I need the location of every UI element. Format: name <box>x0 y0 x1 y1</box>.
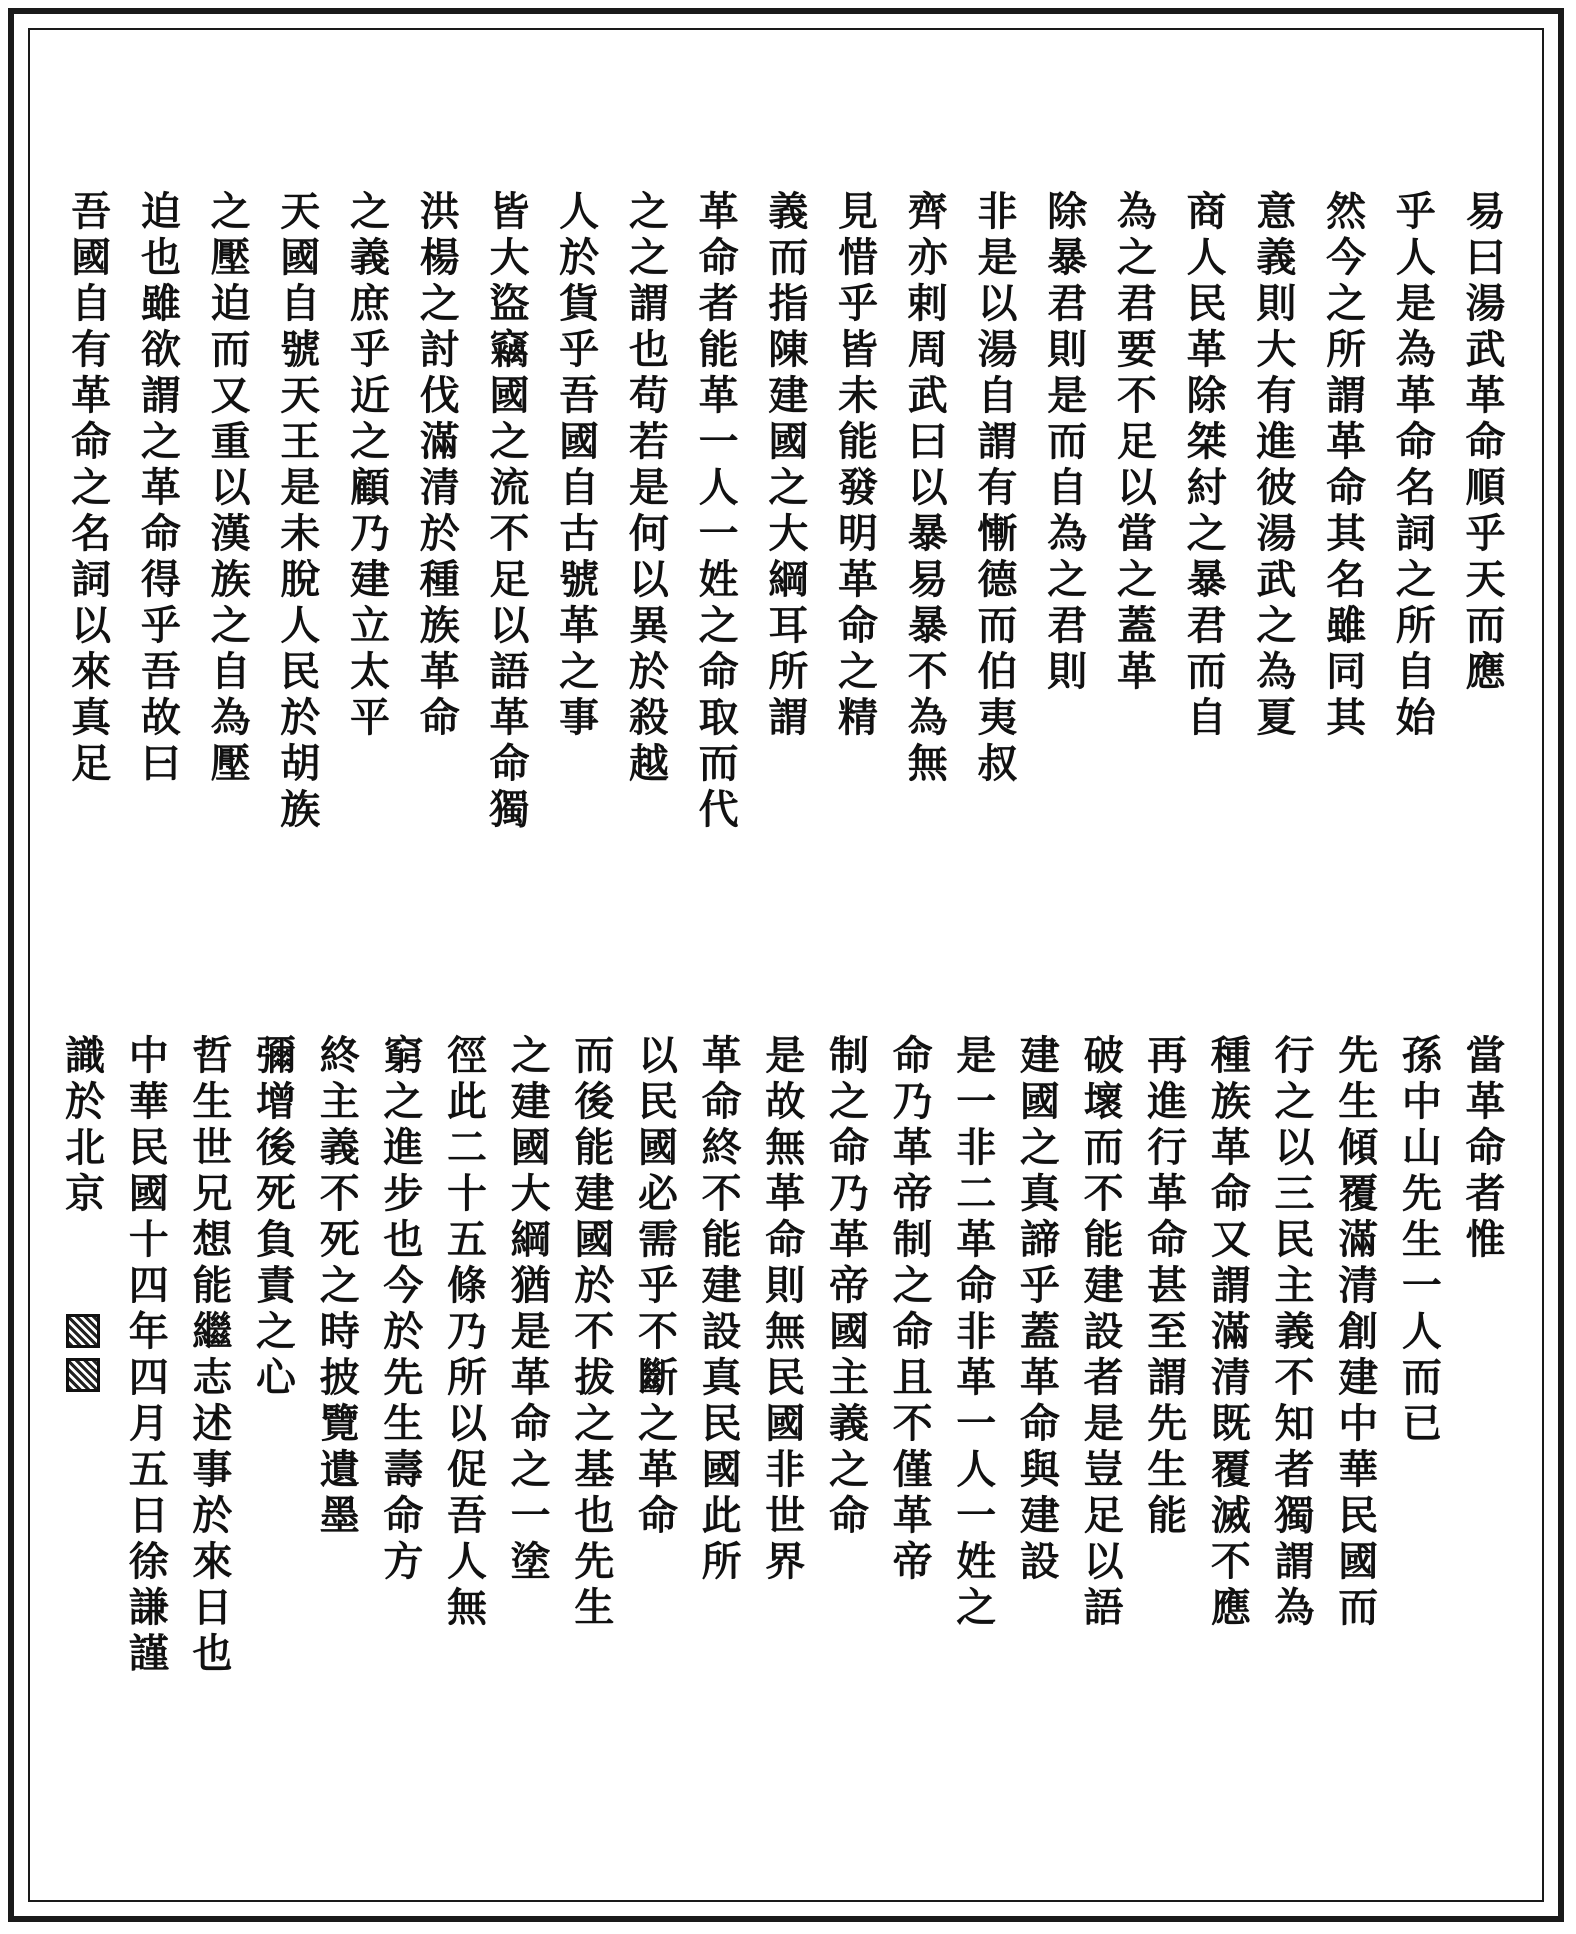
text-column: 迫也雖欲謂之革命得乎吾故曰 <box>134 190 182 788</box>
text-column: 見惜乎皆未能發明革命之精 <box>831 190 879 742</box>
text-column: 乎人是為革命名詞之所自始 <box>1389 190 1437 742</box>
text-column: 種族革命又謂滿清既覆滅不應 <box>1204 1034 1252 1632</box>
text-column: 天國自號天王是未脫人民於胡族 <box>273 190 321 834</box>
text-column: 再進行革命甚至謂先生能 <box>1140 1034 1188 1540</box>
text-column: 破壞而不能建設者是豈足以語 <box>1077 1034 1125 1632</box>
text-column: 革命終不能建設真民國此所 <box>695 1034 743 1586</box>
text-column: 中華民國十四年四月五日徐謙謹 <box>122 1034 170 1678</box>
text-column: 人於貨乎吾國自古號革之事 <box>552 190 600 742</box>
seal-stamp-icon <box>66 1358 100 1392</box>
text-column: 制之命乃革帝國主義之命 <box>822 1034 870 1540</box>
text-column: 行之以三民主義不知者獨謂為 <box>1268 1034 1316 1632</box>
text-column: 哲生世兄想能繼志述事於來日也 <box>185 1034 233 1678</box>
text-column: 孫中山先生一人而已 <box>1395 1034 1443 1448</box>
text-column: 非是以湯自謂有慚德而伯夷叔 <box>970 190 1018 788</box>
text-column: 而後能建國於不拔之基也先生 <box>567 1034 615 1632</box>
text-column: 為之君要不足以當之蓋革 <box>1110 190 1158 696</box>
text-column: 是故無革命則無民國非世界 <box>758 1034 806 1586</box>
calligraphy-top-panel <box>14 190 1558 910</box>
text-column: 齊亦剌周武曰以暴易暴不為無 <box>901 190 949 788</box>
text-column: 徑此二十五條乃所以促吾人無 <box>440 1034 488 1632</box>
text-column: 革命者能革一人一姓之命取而代 <box>692 190 740 834</box>
text-column: 彌增後死負責之心 <box>249 1034 297 1402</box>
text-column: 然今之所謂革命其名雖同其 <box>1319 190 1367 742</box>
text-column: 義而指陳建國之大綱耳所謂 <box>761 190 809 742</box>
text-column: 窮之進步也今於先生壽命方 <box>376 1034 424 1586</box>
text-column: 識於北京 <box>58 1034 106 1218</box>
text-column: 之建國大綱猶是革命之一塗 <box>504 1034 552 1586</box>
text-column: 是一非二革命非革一人一姓之 <box>949 1034 997 1632</box>
text-column: 以民國必需乎不斷之革命 <box>631 1034 679 1540</box>
outer-frame <box>8 8 1564 1922</box>
seal-stamps <box>66 1314 106 1402</box>
text-column: 之壓迫而又重以漢族之自為壓 <box>204 190 252 788</box>
seal-stamp-icon <box>66 1314 100 1348</box>
text-column: 建國之真諦乎蓋革命與建設 <box>1013 1034 1061 1586</box>
text-column: 洪楊之討伐滿清於種族革命 <box>413 190 461 742</box>
text-column: 吾國自有革命之名詞以來真足 <box>64 190 112 788</box>
text-column: 之義庶乎近之顧乃建立太平 <box>343 190 391 742</box>
text-column: 商人民革除桀紂之暴君而自 <box>1180 190 1228 742</box>
text-column: 命乃革帝制之命且不僅革帝 <box>886 1034 934 1586</box>
text-column: 終主義不死之時披覽遺墨 <box>313 1034 361 1540</box>
text-column: 當革命者惟 <box>1459 1034 1506 1264</box>
text-column: 意義則大有進彼湯武之為夏 <box>1249 190 1297 742</box>
text-column: 易曰湯武革命順乎天而應 <box>1459 190 1506 696</box>
text-column: 之之謂也苟若是何以異於殺越 <box>622 190 670 788</box>
calligraphy-bottom-panel <box>14 1034 1558 1894</box>
text-column: 皆大盜竊國之流不足以語革命獨 <box>482 190 530 834</box>
text-column: 除暴君則是而自為之君則 <box>1040 190 1088 696</box>
text-column: 先生傾覆滿清創建中華民國而 <box>1331 1034 1379 1632</box>
